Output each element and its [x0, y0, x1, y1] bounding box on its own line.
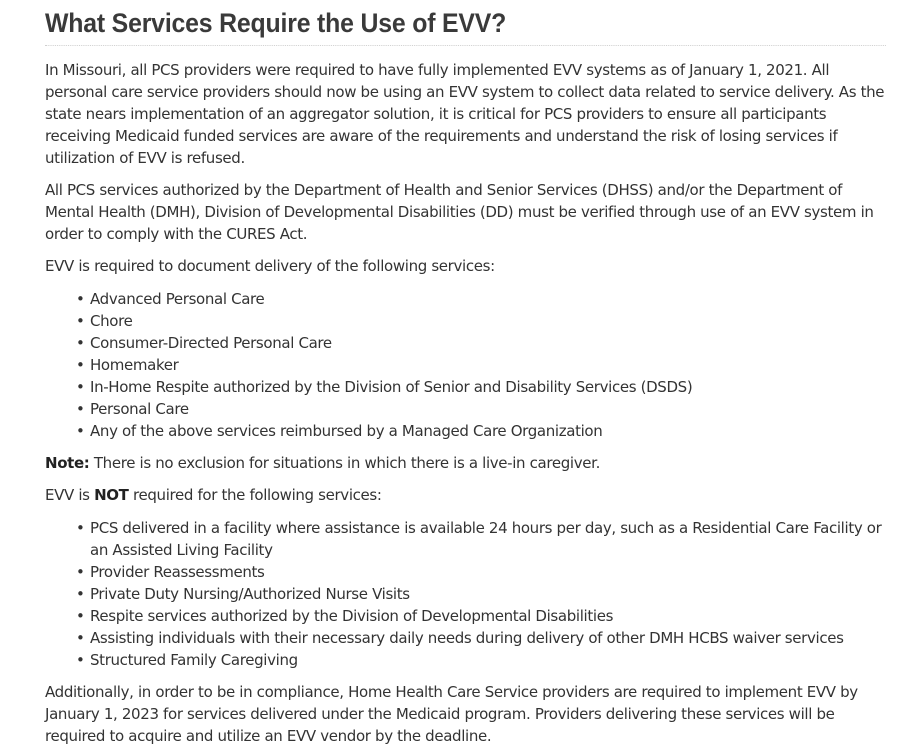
bullet-icon: • — [76, 334, 85, 352]
list-item: • Structured Family Caregiving — [76, 651, 298, 669]
bullet-icon: • — [76, 290, 85, 308]
not-emphasis: NOT — [94, 486, 129, 504]
authorization-paragraph: All PCS services authorized by the Department of Health and Senior Services (DHSS) and/or the Department of Mental Health (DMH), Division of Developmental Disabilities (DD) must be verified through use of an EVV system in order to comply with the CURES Act. — [45, 181, 874, 243]
required-services-intro: EVV is required to document delivery of the following services: — [45, 257, 495, 275]
bullet-icon: • — [76, 563, 85, 581]
bullet-icon: • — [76, 356, 85, 374]
list-item: • Chore — [76, 312, 133, 330]
bullet-icon: • — [76, 519, 85, 537]
intro-paragraph: In Missouri, all PCS providers were required to have fully implemented EVV systems as of January 1, 2021. All personal care service providers should now be using an EVV system to collect data related to service delivery. As the state nears implementation of an aggregator solution, it is critical for PCS providers to ensure all participants receiving Medicaid funded services are aware of the requirements and understand the risk of losing services if utilization of EVV is refused. — [45, 61, 885, 167]
bullet-icon: • — [76, 378, 85, 396]
home-health-paragraph: Additionally, in order to be in compliance, Home Health Care Service providers are required to implement EVV by January 1, 2023 for services delivered under the Medicaid program. Providers delivering these services will be required to acquire and utilize an EVV vendor by the deadline. — [45, 683, 858, 745]
bullet-icon: • — [76, 312, 85, 330]
bullet-icon: • — [76, 629, 85, 647]
article — [45, 0, 891, 747]
bullet-icon: • — [76, 585, 85, 603]
list-item: • Respite services authorized by the Division of Developmental Disabilities — [76, 607, 614, 625]
list-item: • Homemaker — [76, 356, 179, 374]
list-item: • In-Home Respite authorized by the Division of Senior and Disability Services (DSDS) — [76, 378, 693, 396]
list-item: • PCS delivered in a facility where assistance is available 24 hours per day, such as a Residential Care Facility or an Assisted Living Facility — [76, 519, 882, 559]
list-item: • Assisting individuals with their necessary daily needs during delivery of other DMH HCBS waiver services — [76, 629, 844, 647]
list-item: • Advanced Personal Care — [76, 290, 265, 308]
note-paragraph — [45, 452, 891, 474]
list-item: • Any of the above services reimbursed by a Managed Care Organization — [76, 422, 603, 440]
bullet-icon: • — [76, 422, 85, 440]
list-item: • Private Duty Nursing/Authorized Nurse Visits — [76, 585, 410, 603]
page-title: What Services Require the Use of EVV? — [45, 0, 886, 46]
list-item: • Consumer-Directed Personal Care — [76, 334, 332, 352]
not-required-services-intro: EVV is NOT required for the following services: — [45, 486, 382, 504]
bullet-icon: • — [76, 400, 85, 418]
not-required-services-list — [45, 517, 891, 671]
note-label: Note: — [45, 454, 90, 472]
note-text: There is no exclusion for situations in which there is a live-in caregiver. — [89, 454, 600, 472]
required-services-list — [45, 288, 891, 442]
bullet-icon: • — [76, 607, 85, 625]
list-item: • Personal Care — [76, 400, 189, 418]
list-item: • Provider Reassessments — [76, 563, 265, 581]
bullet-icon: • — [76, 651, 85, 669]
